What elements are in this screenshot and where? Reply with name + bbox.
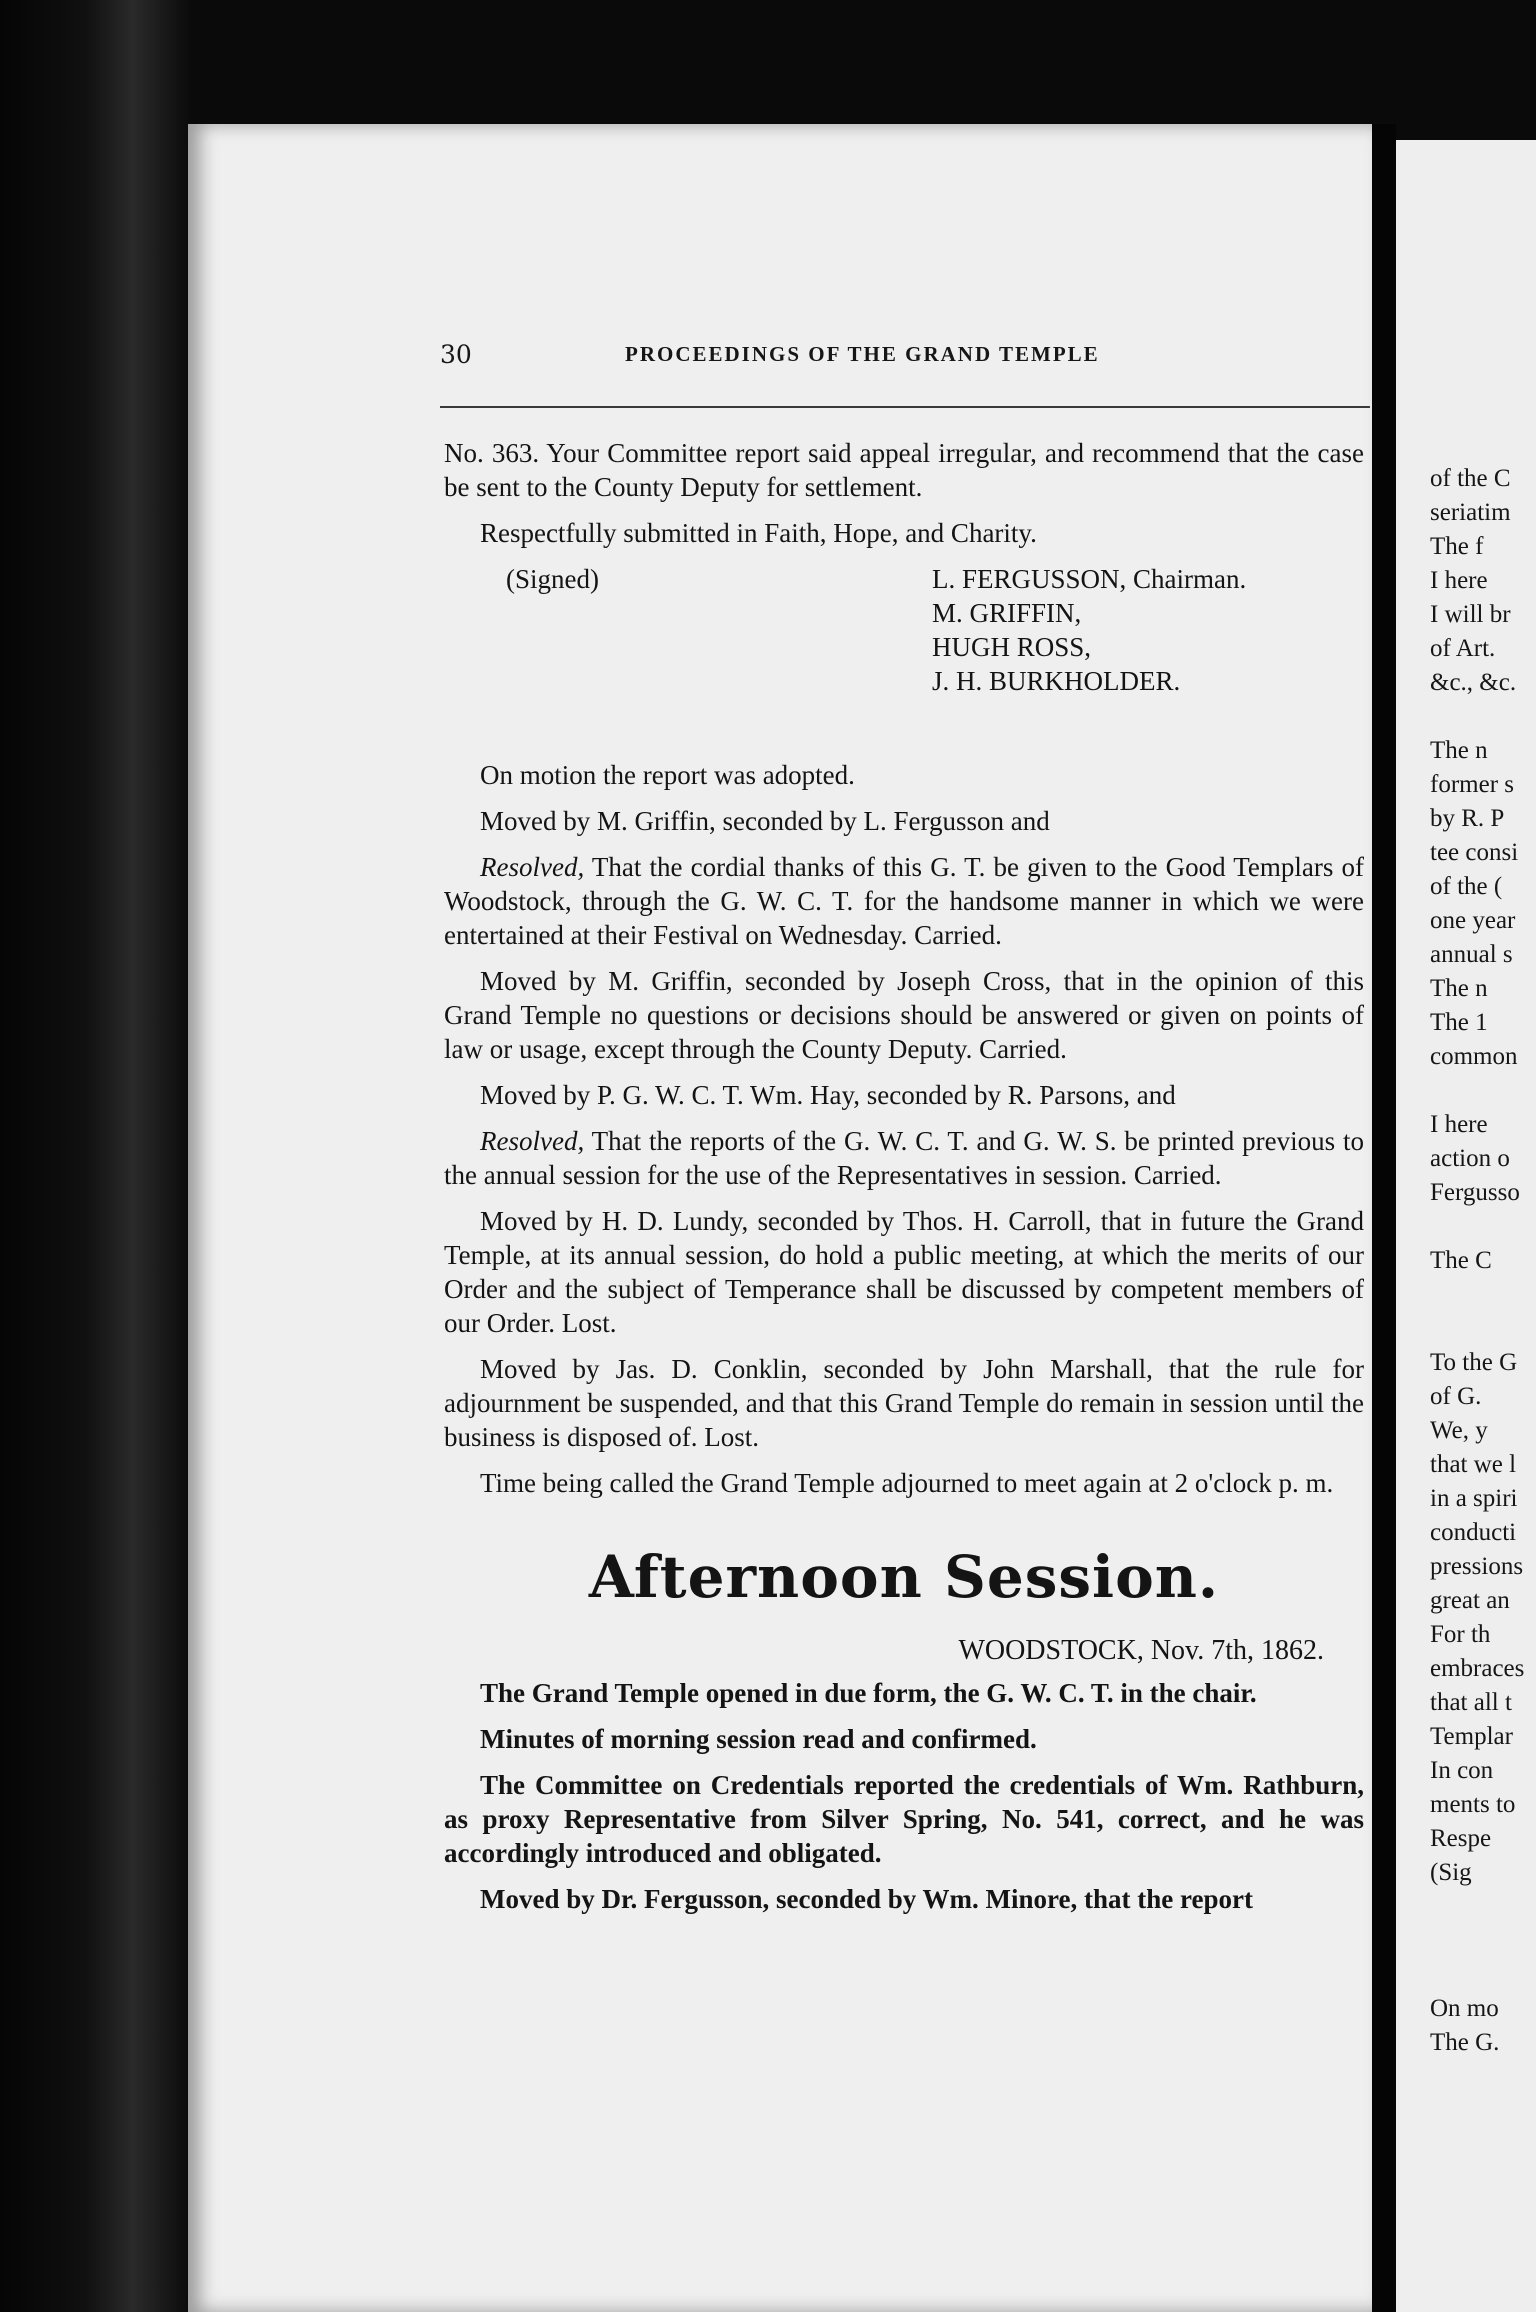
signature-block xyxy=(444,562,1364,732)
facing-page-line: The 1 xyxy=(1430,1009,1488,1036)
facing-page-line: To the G xyxy=(1430,1349,1518,1376)
facing-page-fragment xyxy=(1396,140,1536,2312)
facing-page-line: in a spiri xyxy=(1430,1485,1518,1512)
facing-page-line: one year xyxy=(1430,907,1516,934)
signer-name: L. FERGUSSON, Chairman. xyxy=(932,564,1247,594)
paragraph: Minutes of morning session read and confirmed. xyxy=(480,1724,1037,1754)
facing-page-line: tee consi xyxy=(1430,839,1519,866)
facing-page-line: We, y xyxy=(1430,1417,1488,1444)
facing-page-line: that all t xyxy=(1430,1689,1512,1716)
facing-page-line: The n xyxy=(1430,737,1488,764)
page-gutter xyxy=(1372,124,1396,2312)
facing-page-line: The n xyxy=(1430,975,1488,1002)
facing-page-line: pressions xyxy=(1430,1553,1524,1580)
facing-page-line: former s xyxy=(1430,771,1514,798)
signer-name: M. GRIFFIN, xyxy=(932,598,1082,628)
facing-page-line: Respe xyxy=(1430,1825,1492,1852)
facing-page-line: action o xyxy=(1430,1145,1510,1172)
facing-page-line xyxy=(1430,1924,1536,1958)
page-body xyxy=(444,436,1364,1928)
facing-page-line: &c., &c. xyxy=(1430,669,1517,696)
facing-page-line: embraces xyxy=(1430,1655,1525,1682)
paragraph: No. 363. Your Committee report said appeal irregular, and recommend that the case be sent to the County Deputy for settlement. xyxy=(444,438,1364,502)
facing-page-line: Templar xyxy=(1430,1723,1513,1750)
signed-label: (Signed) xyxy=(506,564,599,594)
facing-page-line: The G. xyxy=(1430,2029,1500,2056)
facing-page-line: great an xyxy=(1430,1587,1510,1614)
section-title: Afternoon Session. xyxy=(588,1543,1220,1611)
facing-page-line: The f xyxy=(1430,533,1484,560)
facing-page-line: of Art. xyxy=(1430,635,1496,662)
paragraph: The Committee on Credentials reported the credentials of Wm. Rathburn, as proxy Representative from Silver Spring, No. 541, correct, and he was accordingly introduced and obligated. xyxy=(444,1770,1364,1868)
facing-page-line: I will br xyxy=(1430,601,1511,628)
resolved-label: Resolved, xyxy=(480,1126,585,1156)
paragraph xyxy=(444,850,1364,952)
facing-page-line xyxy=(1430,1074,1536,1108)
facing-page-line: common xyxy=(1430,1043,1518,1070)
facing-page-line: In con xyxy=(1430,1757,1494,1784)
paragraph: Moved by Jas. D. Conklin, seconded by John Marshall, that the rule for adjournment be suspended, and that this Grand Temple do remain in session until the business is disposed of. Lost. xyxy=(444,1354,1364,1452)
facing-page-line: (Sig xyxy=(1430,1859,1472,1886)
facing-page-line: Fergusso xyxy=(1430,1179,1520,1206)
facing-page-line: of the C xyxy=(1430,465,1511,492)
running-head: PROCEEDINGS OF THE GRAND TEMPLE xyxy=(625,342,1100,366)
facing-page-line: annual s xyxy=(1430,941,1513,968)
facing-page-line: by R. P xyxy=(1430,805,1505,832)
facing-page-line xyxy=(1430,700,1536,734)
signer-name: HUGH ROSS, xyxy=(932,632,1092,662)
page-number: 30 xyxy=(440,340,472,369)
resolved-label: Resolved, xyxy=(480,852,585,882)
paragraph xyxy=(444,1124,1364,1192)
facing-page-line: I here xyxy=(1430,1111,1488,1138)
paragraph: Moved by Dr. Fergusson, seconded by Wm. Minore, that the report xyxy=(480,1884,1253,1914)
paragraph: Moved by H. D. Lundy, seconded by Thos. H. Carroll, that in future the Grand Temple, at its annual session, do hold a public meeting, at which the merits of our Order and the subject of Temperance shall be discussed by competent members of our Order. Lost. xyxy=(444,1206,1364,1338)
facing-page-line: of G. xyxy=(1430,1383,1482,1410)
facing-page-line xyxy=(1430,1312,1536,1346)
paragraph: Respectfully submitted in Faith, Hope, and Charity. xyxy=(480,518,1037,548)
facing-page-line: I here xyxy=(1430,567,1488,594)
paragraph: Moved by M. Griffin, seconded by L. Fergusson and xyxy=(480,806,1050,836)
signer-name: J. H. BURKHOLDER. xyxy=(932,666,1181,696)
paragraph: The Grand Temple opened in due form, the G. W. C. T. in the chair. xyxy=(480,1678,1257,1708)
paragraph-text: That the reports of the G. W. C. T. and G. W. S. be printed previous to the annual session for the use of the Representatives in session. Carried. xyxy=(444,1126,1364,1190)
facing-page-line: that we l xyxy=(1430,1451,1517,1478)
paragraph: Moved by P. G. W. C. T. Wm. Hay, seconded by R. Parsons, and xyxy=(480,1080,1176,1110)
facing-page-line: For th xyxy=(1430,1621,1491,1648)
facing-page-line: of the ( xyxy=(1430,873,1503,900)
facing-page-line xyxy=(1430,1278,1536,1312)
book-binding-left xyxy=(0,0,190,2312)
header-rule xyxy=(440,406,1370,408)
facing-page-text xyxy=(1396,140,1536,2060)
facing-page-line: conducti xyxy=(1430,1519,1517,1546)
facing-page-line: ments to xyxy=(1430,1791,1516,1818)
facing-page-line xyxy=(1430,1210,1536,1244)
paragraph: On motion the report was adopted. xyxy=(480,760,855,790)
paragraph: Time being called the Grand Temple adjourned to meet again at 2 o'clock p. m. xyxy=(480,1468,1334,1498)
facing-page-line xyxy=(1430,1890,1536,1924)
facing-page-line: seriatim xyxy=(1430,499,1511,526)
facing-page-line: The C xyxy=(1430,1247,1492,1274)
facing-page-line: On mo xyxy=(1430,1995,1499,2022)
dateline: WOODSTOCK, Nov. 7th, 1862. xyxy=(958,1635,1324,1666)
facing-page-line xyxy=(1430,1958,1536,1992)
paragraph-text: That the cordial thanks of this G. T. be given to the Good Templars of Woodstock, through the G. W. C. T. for the handsome manner in which we were entertained at their Festival on Wednesday. Carried. xyxy=(444,852,1364,950)
paragraph: Moved by M. Griffin, seconded by Joseph Cross, that in the opinion of this Grand Temple no questions or decisions should be answered or given on points of law or usage, except through the County Deputy. Carried. xyxy=(444,966,1364,1064)
page-header xyxy=(440,340,1400,384)
